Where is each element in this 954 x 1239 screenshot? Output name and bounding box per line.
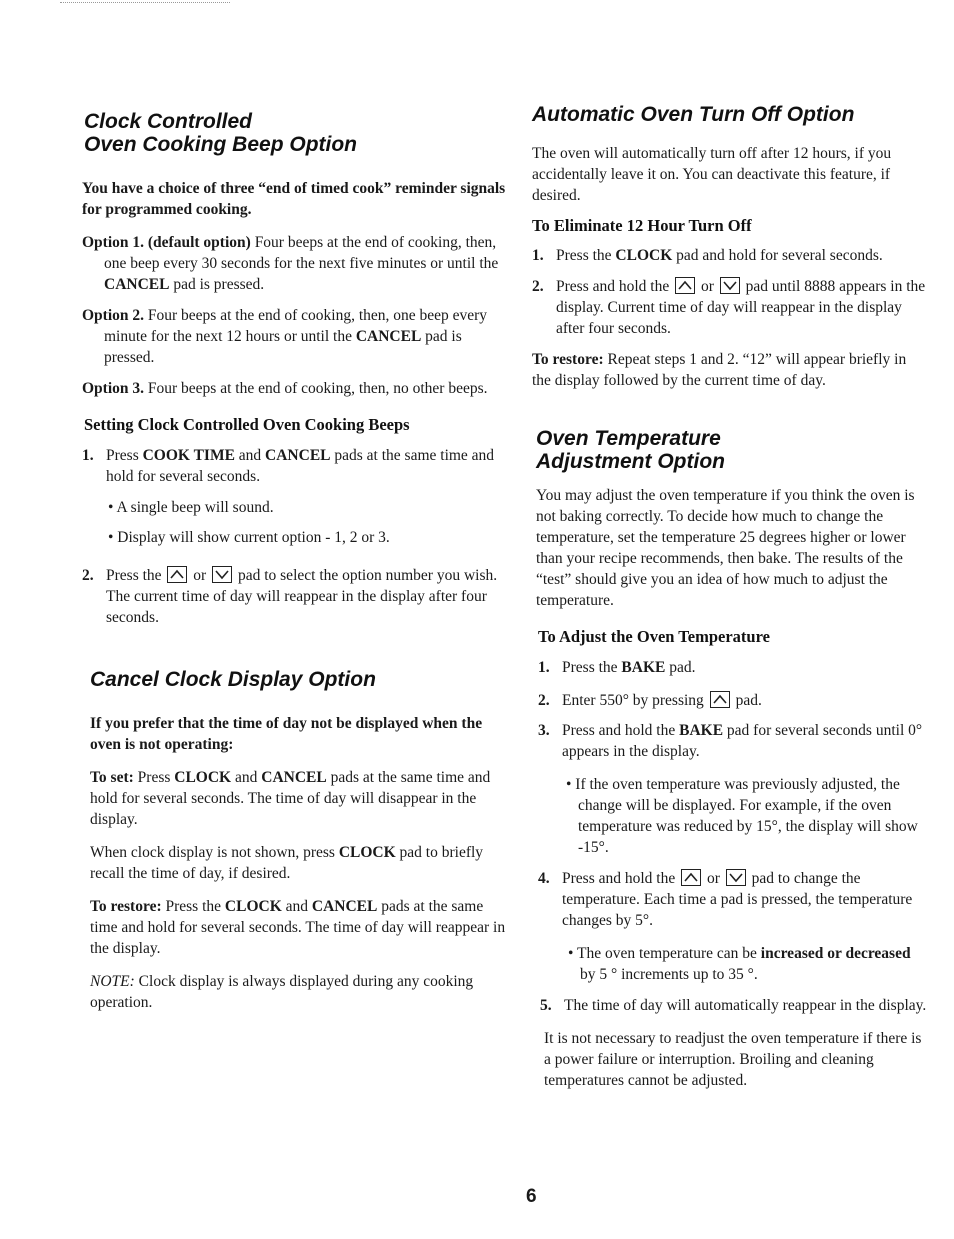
- eliminate-step-1: [532, 245, 928, 266]
- to-restore-label: To restore:: [90, 898, 162, 915]
- step-2-number: 2.: [82, 567, 94, 584]
- cook-time-key: COOK TIME: [142, 447, 235, 464]
- cancel-key: CANCEL: [311, 898, 378, 915]
- step-1-text-c: pads at the same time and hold for several seconds.: [106, 447, 495, 485]
- bake-key: BAKE: [621, 659, 666, 676]
- eliminate-restore-text: Repeat steps 1 and 2. “12” will appear briefly in the display followed by the current time of day.: [532, 351, 907, 389]
- a-step-3-number: 3.: [538, 722, 550, 739]
- when-text-a: When clock display is not shown, press: [90, 844, 339, 861]
- a-step-5-text: The time of day will automatically reappear in the display.: [564, 997, 927, 1014]
- restore-text-c: pads at the same time and hold for several seconds. The time of day will reappear in the display.: [90, 898, 506, 957]
- setting-bullet-1: • A single beep will sound.: [108, 499, 274, 516]
- setting-step-1: [82, 445, 512, 487]
- e-step-2-number: 2.: [532, 278, 544, 295]
- to-restore-label: To restore:: [532, 351, 604, 368]
- adjust-step-2: [538, 690, 928, 711]
- eliminate-heading: To Eliminate 12 Hour Turn Off: [532, 216, 752, 235]
- down-arrow-key-icon: [720, 277, 740, 294]
- step-2-text-b: pad to select the option number you wish. The current time of day will reappear in the display after four seconds.: [106, 567, 498, 626]
- adjust-step-4: [538, 868, 928, 931]
- option-1-text: Four beeps at the end of cooking, then, one beep every 30 seconds for the next five minutes or until the: [104, 234, 499, 272]
- option-1: [82, 232, 512, 295]
- cancel-key: CANCEL: [265, 447, 331, 464]
- step-2-text-a: Press the: [106, 567, 166, 584]
- step-2-or: or: [189, 567, 211, 584]
- beep-title-line1: Clock Controlled: [84, 110, 253, 133]
- a-step-1-text-b: pad.: [665, 659, 696, 676]
- note-text: Clock display is always displayed during any cooking operation.: [90, 973, 474, 1011]
- up-arrow-key-icon: [675, 277, 695, 294]
- e-step-2-or: or: [697, 278, 718, 295]
- cancel-key: CANCEL: [261, 769, 327, 786]
- clock-key: CLOCK: [615, 247, 673, 264]
- to-set-text-a: Press: [133, 769, 175, 786]
- setting-bullet-2: • Display will show current option - 1, 2 or 3.: [108, 529, 390, 546]
- clock-key: CLOCK: [174, 769, 232, 786]
- option-1-label: Option 1. (default option): [82, 234, 251, 251]
- to-set-text-c: pads at the same time and hold for several seconds. The time of day will disappear in the display.: [90, 769, 491, 828]
- adjust-step-4-bullet: [568, 943, 928, 985]
- option-3: [82, 378, 512, 399]
- a-step-3-text-a: Press and hold the: [562, 722, 680, 739]
- e-step-2-text-a: Press and hold the: [556, 278, 674, 295]
- e-step-2-text-b: pad until 8888 appears in the display. Current time of day will reappear in the display after four seconds.: [556, 278, 926, 337]
- up-arrow-key-icon: [167, 566, 187, 583]
- option-2-text: Four beeps at the end of cooking, then, one beep every minute for the next 12 hours or until the: [104, 307, 488, 345]
- option-3-label: Option 3.: [82, 380, 145, 397]
- a4-bullet-bold: increased or decreased: [760, 945, 911, 962]
- option-1-key: CANCEL: [104, 276, 170, 293]
- clock-key: CLOCK: [224, 898, 282, 915]
- adjust-step-1: [538, 657, 928, 678]
- option-2-label: Option 2.: [82, 307, 145, 324]
- auto-off-intro: The oven will automatically turn off after 12 hours, if you accidentally leave it on. You can deactivate this feature, if desired.: [532, 145, 892, 204]
- up-arrow-key-icon: [681, 869, 701, 886]
- step-1-text-b: and: [234, 447, 266, 464]
- beep-option-title: [84, 110, 512, 156]
- note-label: NOTE:: [90, 973, 135, 990]
- setting-step-2: [82, 565, 512, 628]
- right-column: [532, 103, 928, 1091]
- adjust-step-3: [538, 720, 928, 762]
- clock-note: [90, 971, 512, 1013]
- eliminate-restore: [532, 349, 928, 391]
- a-step-5-number: 5.: [540, 997, 552, 1014]
- beep-title-line2: Oven Cooking Beep Option: [84, 133, 358, 156]
- down-arrow-key-icon: [726, 869, 746, 886]
- a-step-2-text-b: pad.: [731, 692, 762, 709]
- option-2-key: CANCEL: [355, 328, 422, 345]
- adjust-heading: To Adjust the Oven Temperature: [538, 627, 770, 646]
- temp-adjust-title: [536, 427, 928, 473]
- page-number: 6: [526, 1186, 537, 1207]
- up-arrow-key-icon: [710, 691, 730, 708]
- a-step-4-or: or: [703, 870, 724, 887]
- e-step-1-text-a: Press the: [556, 247, 616, 264]
- beep-intro: You have a choice of three “end of timed cook” reminder signals for programmed cooking.: [82, 180, 506, 218]
- option-2: [82, 305, 512, 368]
- bake-key: BAKE: [679, 722, 724, 739]
- setting-heading: Setting Clock Controlled Oven Cooking Beeps: [84, 415, 410, 434]
- top-scan-rule: [60, 2, 230, 4]
- e-step-1-number: 1.: [532, 247, 544, 264]
- e-step-1-text-b: pad and hold for several seconds.: [672, 247, 883, 264]
- a4-bullet-text-b: by 5 ° increments up to 35 °.: [580, 966, 758, 983]
- a-step-1-text-a: Press the: [562, 659, 622, 676]
- step-1-text-a: Press: [106, 447, 143, 464]
- auto-off-title: Automatic Oven Turn Off Option: [532, 103, 855, 126]
- option-3-text: Four beeps at the end of cooking, then, no other beeps.: [144, 380, 488, 397]
- down-arrow-key-icon: [212, 566, 232, 583]
- restore-text-a: Press the: [161, 898, 225, 915]
- a-step-1-number: 1.: [538, 659, 550, 676]
- cancel-clock-title: Cancel Clock Display Option: [90, 668, 376, 691]
- adjust-step-3-bullet: • If the oven temperature was previously adjusted, the change will be displayed. For example, if the oven temperature was reduced by 15°, the display will show -15°.: [566, 776, 918, 856]
- a4-bullet-text-a: • The oven temperature can be: [568, 945, 761, 962]
- a-step-3-text-b: pad for several seconds until 0° appears in the display.: [562, 722, 923, 760]
- temp-title-line1: Oven Temperature: [536, 427, 721, 450]
- temp-intro: You may adjust the oven temperature if you think the oven is not baking correctly. To decide how much to change the temperature, set the temperature 25 degrees higher or lower than your recipe recommends, then bake. The results of the “test” should give you an idea of how much to adjust the temperature.: [536, 487, 915, 609]
- a-step-2-number: 2.: [538, 692, 550, 709]
- to-set: [90, 767, 512, 830]
- when-text-b: pad to briefly recall the time of day, if desired.: [90, 844, 484, 882]
- when-clock-hidden: [90, 842, 512, 884]
- a-step-2-text-a: Enter 550° by pressing: [562, 692, 708, 709]
- a-step-4-text-a: Press and hold the: [562, 870, 680, 887]
- to-restore-clock: [90, 896, 512, 959]
- option-2-end: pad is pressed.: [104, 328, 462, 366]
- adjust-closing: It is not necessary to readjust the oven temperature if there is a power failure or interruption. Broiling and cleaning temperatures cannot be adjusted.: [544, 1030, 922, 1089]
- a-step-4-number: 4.: [538, 870, 550, 887]
- left-column: [82, 110, 512, 1013]
- adjust-step-5: [540, 995, 928, 1016]
- a-step-4-text-b: pad to change the temperature. Each time a pad is pressed, the temperature changes by 5°.: [562, 870, 913, 929]
- option-1-end: pad is pressed.: [169, 276, 265, 293]
- restore-text-b: and: [281, 898, 312, 915]
- to-set-label: To set:: [90, 769, 134, 786]
- temp-title-line2: Adjustment Option: [536, 450, 725, 473]
- step-1-number: 1.: [82, 447, 94, 464]
- cancel-intro: If you prefer that the time of day not be displayed when the oven is not operating:: [90, 715, 483, 753]
- to-set-text-b: and: [231, 769, 262, 786]
- clock-key: CLOCK: [338, 844, 396, 861]
- eliminate-step-2: [532, 276, 928, 339]
